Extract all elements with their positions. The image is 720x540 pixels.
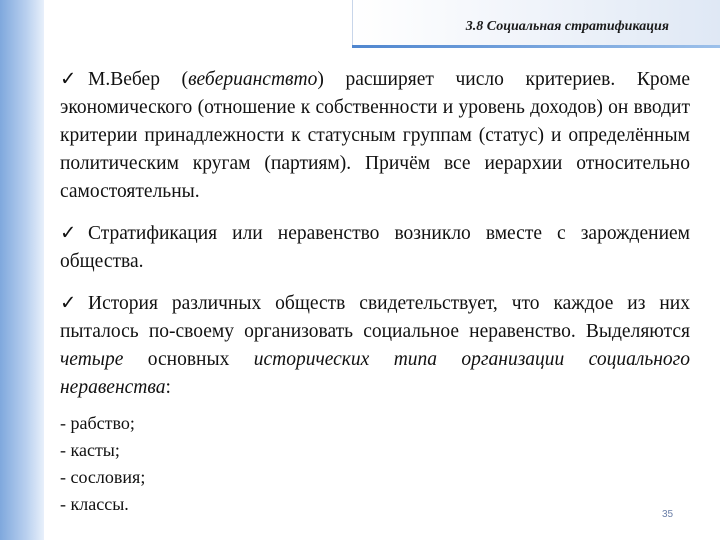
bullet-text: История различных обществ свидетельствует, что каждое из них пыталось по-своему организовать социальное неравенство. Выделяются bbox=[60, 293, 690, 342]
checkmark-icon: ✓ bbox=[60, 69, 77, 90]
checkmark-icon: ✓ bbox=[60, 223, 77, 244]
list-item: - сословия; bbox=[60, 467, 146, 487]
bullet-origin bbox=[60, 220, 690, 276]
bullet-weber bbox=[60, 66, 690, 206]
bullet-text: Стратификация или неравенство возникло вместе с зарождением общества. bbox=[60, 223, 690, 272]
left-decorative-band bbox=[0, 0, 44, 540]
slide-header bbox=[352, 0, 720, 46]
checkmark-icon: ✓ bbox=[60, 293, 77, 314]
bullet-text: основных bbox=[123, 349, 254, 370]
bullet-text: М.Вебер ( bbox=[88, 69, 189, 90]
page-number: 35 bbox=[662, 509, 674, 520]
bullet-italic-term: веберианствто bbox=[188, 69, 318, 90]
bullet-text: ) расширяет число критериев. Кроме экономического (отношение к собственности и уровень доходов) он вводит критерии принадлежности к статусным группам (статус) и определённым политическим кругам (партиям). Причём все иерархии относительно самостоятельны. bbox=[60, 69, 690, 202]
slide-content bbox=[60, 66, 690, 518]
list-item: - классы. bbox=[60, 494, 129, 514]
inequality-types-list bbox=[60, 410, 690, 518]
slide-title: 3.8 Социальная стратификация bbox=[465, 19, 669, 34]
list-item: - рабство; bbox=[60, 413, 135, 433]
bullet-italic-term: четыре bbox=[60, 349, 124, 370]
bullet-text: : bbox=[165, 377, 171, 398]
header-rule bbox=[352, 45, 720, 48]
list-item: - касты; bbox=[60, 440, 120, 460]
bullet-italic-term: исторических типа организации социального неравенства bbox=[60, 349, 690, 398]
bullet-history bbox=[60, 290, 690, 402]
